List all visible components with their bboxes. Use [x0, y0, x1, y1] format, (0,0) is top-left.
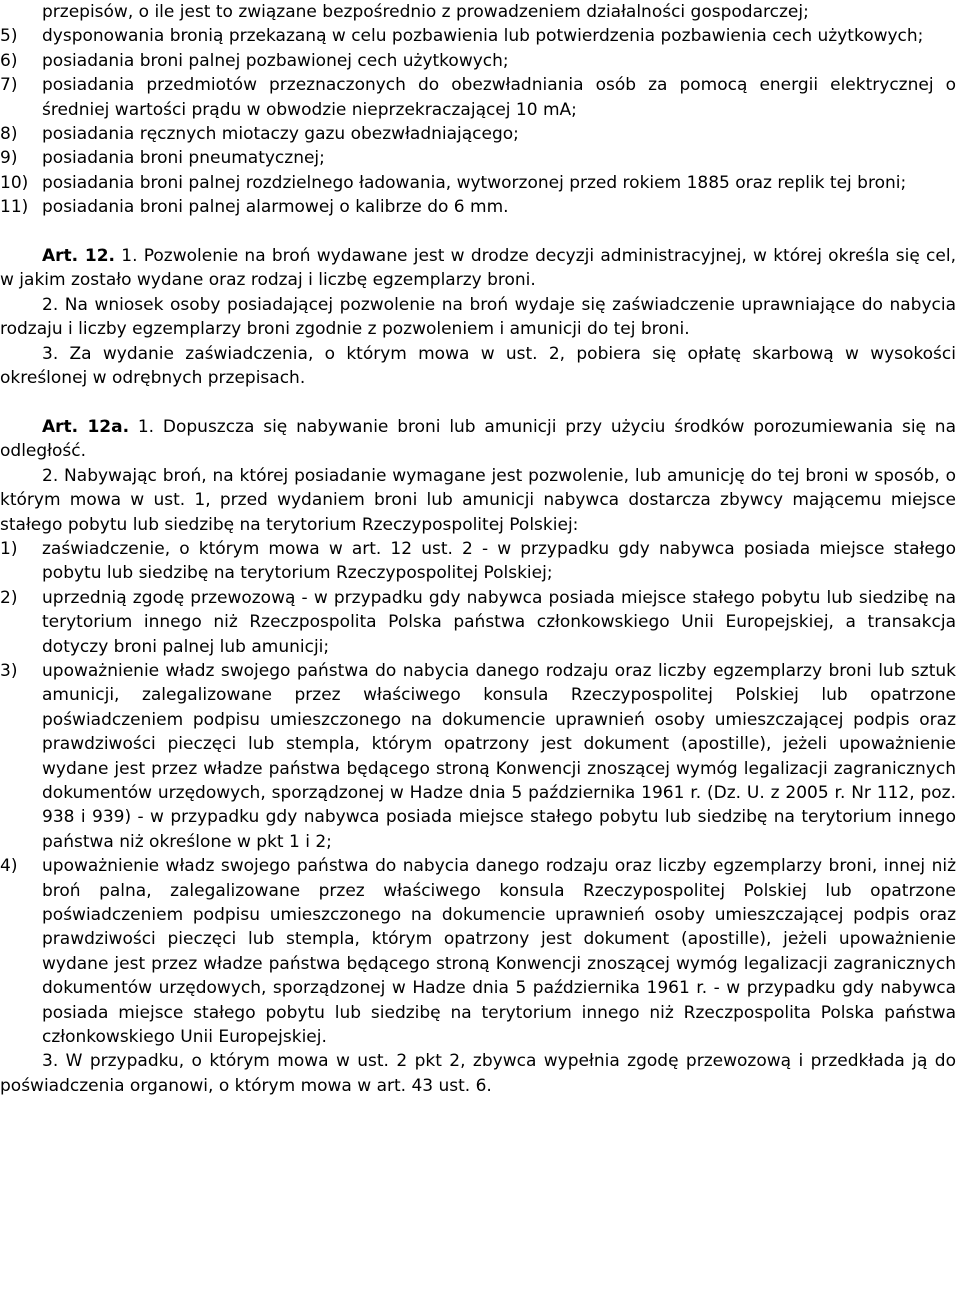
article-paragraph: 2. Na wniosek osoby posiadającej pozwolenie na broń wydaje się zaświadczenie uprawniające do nabycia rodzaju i liczby egzemplarzy broni zgodnie z pozwoleniem i amunicji do tej broni.	[0, 294, 956, 340]
list-item	[0, 586, 956, 659]
article-paragraph	[0, 244, 956, 293]
article-heading: Art. 12.	[42, 246, 116, 267]
list-item-number: 7)	[0, 75, 18, 96]
article-paragraph: 3. Za wydanie zaświadczenia, o którym mowa w ust. 2, pobiera się opłatę skarbową w wysokości określonej w odrębnych przepisach.	[0, 343, 956, 389]
list-item	[0, 73, 956, 122]
list-item	[0, 195, 956, 219]
list-item-text: posiadania broni palnej pozbawionej cech użytkowych;	[42, 50, 509, 71]
paragraph-spacer	[0, 220, 956, 244]
list-item-text: posiadania przedmiotów przeznaczonych do obezwładniania osób za pomocą energii elektrycznej o średniej wartości prądu w obwodzie nieprzekraczającej 10 mA;	[42, 75, 956, 120]
list-item	[0, 24, 956, 48]
article-12	[0, 244, 956, 390]
article-12a	[0, 415, 956, 1098]
list-item	[0, 854, 956, 1049]
list-item-number: 4)	[0, 856, 18, 877]
list-item-number: 10)	[0, 172, 29, 193]
continued-list-item-text: przepisów, o ile jest to związane bezpośrednio z prowadzeniem działalności gospodarczej;	[42, 2, 809, 22]
list-item-text: dysponowania bronią przekazaną w celu pozbawienia lub potwierdzenia pozbawienia cech użytkowych;	[42, 26, 924, 47]
list-item-number: 1)	[0, 538, 18, 559]
article-paragraph-text: 1. Pozwolenie na broń wydawane jest w drodze decyzji administracyjnej, w której określa się cel, w jakim zostało wydane oraz rodzaj i liczbę egzemplarzy broni.	[0, 246, 956, 291]
article-paragraph: 3. W przypadku, o którym mowa w ust. 2 pkt 2, zbywca wypełnia zgodę przewozową i przedkłada ją do poświadczenia organowi, o którym mowa w art. 43 ust. 6.	[0, 1051, 956, 1096]
list-item	[0, 122, 956, 146]
article-heading: Art. 12a.	[42, 416, 130, 437]
list-item	[0, 659, 956, 854]
list-item-text: zaświadczenie, o którym mowa w art. 12 ust. 2 - w przypadku gdy nabywca posiada miejsce stałego pobytu lub siedzibę na terytorium Rzeczypospolitej Polskiej;	[42, 538, 956, 584]
list-item-number: 11)	[0, 197, 29, 218]
list-points-5-11	[0, 24, 956, 219]
list-item-number: 3)	[0, 660, 18, 681]
article-paragraph: 2. Nabywając broń, na której posiadanie wymagane jest pozwolenie, lub amunicję do tej broni w sposób, o którym mowa w ust. 1, przed wydaniem broni lub amunicji nabywca dostarcza zbywcy mającemu miejsce stałego pobytu lub siedzibę na terytorium Rzeczypospolitej Polskiej:	[0, 465, 956, 535]
list-item-text: posiadania ręcznych miotaczy gazu obezwładniającego;	[42, 124, 519, 145]
list-item-text: upoważnienie władz swojego państwa do nabycia danego rodzaju oraz liczby egzemplarzy broni lub sztuk amunicji, zalegalizowane przez właściwego konsula Rzeczypospolitej Polskiej lub opatrzone poświadczeniem podpisu umieszczonego na dokumencie uprawnień osoby umieszczającej podpis oraz prawdziwości pieczęci lub stempla, którym opatrzony jest dokument (apostille), jeżeli upoważnienie wydane jest przez władze państwa będącego stroną Konwencji znoszącej wymóg legalizacji zagranicznych dokumentów urzędowych, sporządzonej w Hadze dnia 5 października 1961 r. (Dz. U. z 2005 r. Nr 112, poz. 938 i 939) - w przypadku gdy nabywca posiada miejsce stałego pobytu lub siedzibę na terytorium innego państwa niż określone w pkt 1 i 2;	[42, 660, 956, 852]
list-item-number: 6)	[0, 50, 18, 71]
list-item-text: posiadania broni palnej rozdzielnego ładowania, wytworzonej przed rokiem 1885 oraz replik tej broni;	[42, 172, 907, 193]
list-item-number: 5)	[0, 26, 18, 47]
list-item-text: posiadania broni pneumatycznej;	[42, 148, 325, 169]
paragraph-spacer	[0, 390, 956, 414]
list-item	[0, 171, 956, 195]
list-item-number: 9)	[0, 148, 18, 169]
list-item-text: uprzednią zgodę przewozową - w przypadku gdy nabywca posiada miejsce stałego pobytu lub siedzibę na terytorium innego niż Rzeczpospolita Polska państwa członkowskiego Unii Europejskiej, a transakcja dotyczy broni palnej lub amunicji;	[42, 587, 956, 657]
list-item	[0, 537, 956, 586]
list-item-text: posiadania broni palnej alarmowej o kalibrze do 6 mm.	[42, 197, 509, 218]
list-item-number: 8)	[0, 124, 18, 145]
list-item	[0, 146, 956, 170]
article-paragraph-text: 1. Dopuszcza się nabywanie broni lub amunicji przy użyciu środków porozumiewania się na odległość.	[0, 416, 956, 462]
list-item-number: 2)	[0, 587, 18, 608]
article-paragraph	[0, 415, 956, 464]
list-item	[0, 49, 956, 73]
list-item-text: upoważnienie władz swojego państwa do nabycia danego rodzaju oraz liczby egzemplarzy broni, innej niż broń palna, zalegalizowane przez właściwego konsula Rzeczypospolitej Polskiej lub opatrzone poświadczeniem podpisu umieszczonego na dokumencie uprawnień osoby umieszczającej podpis oraz prawdziwości pieczęci lub stempla, którym opatrzony jest dokument (apostille), jeżeli upoważnienie wydane jest przez władze państwa będącego stroną Konwencji znoszącej wymóg legalizacji zagranicznych dokumentów urzędowych, sporządzonej w Hadze dnia 5 października 1961 r. - w przypadku gdy nabywca posiada miejsce stałego pobytu lub siedzibę na terytorium innego niż Rzeczpospolita Polska państwa członkowskiego Unii Europejskiej.	[42, 856, 956, 1048]
